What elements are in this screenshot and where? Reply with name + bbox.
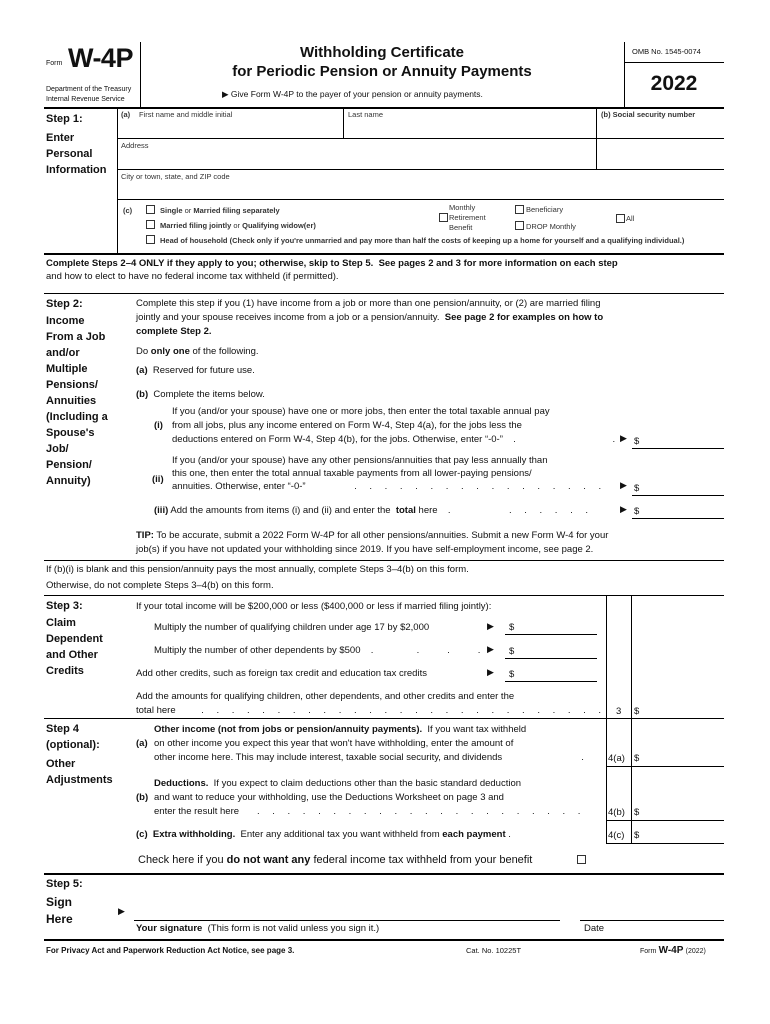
step2-intro-3: complete Step 2. bbox=[136, 326, 212, 337]
step1-a-marker: (a) bbox=[121, 110, 131, 119]
signature-label: Your signature (This form is not valid unless you sign it.) bbox=[136, 923, 380, 934]
step1-side-title: Enter Personal Information bbox=[46, 132, 107, 176]
footer-form-id: Form W-4P (2022) bbox=[640, 945, 706, 956]
ssn-field[interactable]: (b) Social security number bbox=[601, 110, 696, 119]
beneficiary-checkbox[interactable] bbox=[515, 205, 524, 214]
step3-credits: Add other credits, such as foreign tax credit and education tax credits bbox=[136, 668, 427, 679]
last-name-field[interactable]: Last name bbox=[348, 110, 384, 119]
line4b-input[interactable] bbox=[642, 803, 722, 819]
first-name-field[interactable]: First name and middle initial bbox=[139, 110, 233, 119]
line4b-number: 4(b) bbox=[608, 807, 625, 818]
monthly-retirement-checkbox[interactable] bbox=[439, 213, 448, 222]
arrow-icon: ▶ bbox=[487, 644, 494, 654]
retirement-label: Retirement bbox=[449, 213, 486, 222]
step4-b-line2: and want to reduce your withholding, use the Deductions Worksheet on page 3 and bbox=[154, 792, 504, 803]
step4-a-line1: Other income (not from jobs or pension/annuity payments). If you want tax withheld bbox=[154, 724, 527, 735]
form-title-line2: for Periodic Pension or Annuity Payments bbox=[232, 63, 532, 80]
line3-dollar: $ bbox=[634, 706, 640, 717]
step3-side-title: Claim Dependent and Other Credits bbox=[46, 617, 103, 677]
privacy-notice: For Privacy Act and Paperwork Reduction Act Notice, see page 3. bbox=[46, 946, 295, 955]
arrow-icon: ▶ bbox=[620, 433, 627, 443]
step4-a-marker: (a) bbox=[136, 738, 148, 749]
line4a-input[interactable] bbox=[642, 749, 722, 765]
step4-label-optional: (optional): bbox=[46, 739, 100, 751]
step4-b-line1: Deductions. If you expect to claim deductions other than the basic standard deduction bbox=[154, 778, 522, 789]
line4b-dollar: $ bbox=[634, 807, 640, 818]
step2-intro-1: Complete this step if you (1) have income from a job or more than one pension/annuity, or (2) are married filing bbox=[136, 298, 601, 309]
dept-line2: Internal Revenue Service bbox=[46, 96, 125, 103]
step2-ii-input[interactable] bbox=[642, 479, 722, 495]
beneficiary-label: Beneficiary bbox=[526, 205, 564, 214]
step2-intro-2: jointly and your spouse receives income from a job or a pension/annuity. See page 2 for examples on how to bbox=[136, 312, 604, 323]
step4-c: (c) Extra withholding. Enter any additional tax you want withheld from each payment . bbox=[136, 829, 516, 840]
address-field[interactable]: Address bbox=[121, 141, 149, 150]
line4c-dollar: $ bbox=[634, 830, 640, 841]
step3-total-line2: total here . . . . . . . . . . . . . . . . . . . . . . . . . . . bbox=[136, 705, 607, 716]
form-title-line1: Withholding Certificate bbox=[299, 44, 465, 61]
drop-monthly-checkbox[interactable] bbox=[515, 221, 524, 230]
mid-note-line1: If (b)(i) is blank and this pension/annuity pays the most annually, complete Steps 3–4(b) on this form. bbox=[46, 564, 469, 575]
step4-side-title: Other Adjustments bbox=[46, 758, 113, 786]
step2-i-dollar: $ bbox=[634, 436, 640, 447]
line3-number: 3 bbox=[616, 706, 622, 717]
arrow-icon: ▶ bbox=[620, 504, 627, 514]
step2-b: (b) Complete the items below. bbox=[136, 389, 265, 400]
step3-intro: If your total income will be $200,000 or less ($400,000 or less if married filing jointly): bbox=[136, 601, 492, 612]
all-checkbox[interactable] bbox=[616, 214, 625, 223]
tax-year: 2022 bbox=[650, 72, 698, 95]
step2-iii-dollar: $ bbox=[634, 506, 640, 517]
tip-line1: TIP: To be accurate, submit a 2022 Form W-4P for all other pensions/annuities. Submit a new Form W-4 for your bbox=[136, 530, 609, 541]
drop-monthly-label: DROP Monthly bbox=[526, 222, 576, 231]
line3-input[interactable] bbox=[642, 702, 722, 718]
step4-label: Step 4 bbox=[46, 723, 80, 735]
step4-a-line3: other income here. This may include interest, taxable social security, and dividends . bbox=[154, 752, 589, 763]
step3-other: Multiply the number of other dependents by $500 . . . . bbox=[154, 645, 486, 656]
catalog-number: Cat. No. 10225T bbox=[466, 946, 522, 955]
step4-b-line3: enter the result here . . . . . . . . . . . . . . . . . . . . . . bbox=[154, 806, 586, 817]
dept-line1: Department of the Treasury bbox=[46, 86, 132, 93]
step2-side-title: Income From a Job and/or Multiple Pensions/ Annuities (Including a Spouse's Job/ Pension/ Annuity) bbox=[46, 315, 108, 487]
line4a-dollar: $ bbox=[634, 753, 640, 764]
step3-other-dollar: $ bbox=[509, 646, 515, 657]
complete-steps-note: Complete Steps 2–4 ONLY if they apply to you; otherwise, skip to Step 5. See pages 2 and 3 for more information on each step bbox=[46, 258, 618, 269]
step4-b-marker: (b) bbox=[136, 792, 149, 803]
benefit-label: Benefit bbox=[449, 223, 473, 232]
step2-label: Step 2: bbox=[46, 298, 83, 310]
date-label: Date bbox=[584, 923, 605, 934]
step2-i-line3: deductions entered on Form W-4, Step 4(b), for the jobs. Otherwise, enter “-0-” . . bbox=[172, 434, 621, 445]
arrow-icon: ▶ bbox=[118, 906, 125, 916]
step3-children: Multiply the number of qualifying children under age 17 by $2,000 bbox=[154, 622, 430, 633]
step4-a-line2: on other income you expect this year that won't have withholding, enter the amount of bbox=[154, 738, 514, 749]
step2-ii-line2: this one, then enter the total annual taxable payments from all lower-paying pensions/ bbox=[172, 468, 532, 479]
step3-other-input[interactable] bbox=[515, 642, 595, 658]
step2-i-marker: (i) bbox=[154, 420, 163, 431]
omb-number: OMB No. 1545-0074 bbox=[632, 47, 701, 56]
step2-i-input[interactable] bbox=[642, 432, 722, 448]
step2-ii-dollar: $ bbox=[634, 483, 640, 494]
married-joint-checkbox[interactable] bbox=[146, 220, 155, 229]
arrow-icon: ▶ bbox=[620, 480, 627, 490]
triangle-icon: ▶ bbox=[222, 89, 229, 99]
line4c-input[interactable] bbox=[642, 826, 722, 842]
step3-label: Step 3: bbox=[46, 600, 83, 612]
step3-total-line1: Add the amounts for qualifying children, other dependents, and other credits and enter the bbox=[136, 691, 515, 702]
all-label: All bbox=[626, 214, 635, 223]
step3-credits-input[interactable] bbox=[515, 665, 595, 681]
tip-line2: job(s) if you have not updated your withholding since 2019. If you have self-employment income, see page 2. bbox=[136, 544, 594, 555]
mid-note-line2: Otherwise, do not complete Steps 3–4(b) on this form. bbox=[46, 580, 274, 591]
complete-steps-note-2: and how to elect to have no federal income tax withheld (if permitted). bbox=[46, 271, 339, 282]
step5-label: Step 5: bbox=[46, 878, 83, 890]
step3-children-dollar: $ bbox=[509, 622, 515, 633]
hoh-checkbox[interactable] bbox=[146, 235, 155, 244]
single-checkbox[interactable] bbox=[146, 205, 155, 214]
date-field[interactable] bbox=[582, 898, 722, 920]
step2-ii-line1: If you (and/or your spouse) have any other pensions/annuities that pay less annually than bbox=[172, 455, 548, 466]
step3-credits-dollar: $ bbox=[509, 669, 515, 680]
step2-iii: (iii) Add the amounts from items (i) and (ii) and enter the total here . . . . . . . bbox=[154, 505, 593, 516]
line4c-number: 4(c) bbox=[608, 830, 625, 841]
step2-i-line1: If you (and/or your spouse) have one or more jobs, then enter the total taxable annual pay bbox=[172, 406, 550, 417]
no-withholding-checkbox[interactable] bbox=[577, 855, 586, 864]
city-field[interactable]: City or town, state, and ZIP code bbox=[121, 172, 230, 181]
step1-c-marker: (c) bbox=[123, 206, 133, 215]
hoh-label: Head of household (Check only if you're unmarried and pay more than half the costs of keeping up a home for yourself and a qualifying individual.) bbox=[160, 236, 685, 245]
step1-label: Step 1: bbox=[46, 113, 83, 125]
line4a-number: 4(a) bbox=[608, 753, 625, 764]
step2-ii-line3: annuities. Otherwise, enter “-0-” . . . . . . . . . . . . . . . . . bbox=[172, 481, 607, 492]
no-withholding-statement: Check here if you do not want any federal income tax withheld from your benefit bbox=[138, 854, 533, 866]
step5-side-title: Sign Here bbox=[46, 895, 73, 926]
step2-ii-marker: (ii) bbox=[152, 474, 164, 485]
step2-i-line2: from all jobs, plus any income entered on Form W-4, Step 4(a), for the jobs less the bbox=[172, 420, 522, 431]
single-label: Single or Married filing separately bbox=[160, 206, 280, 215]
arrow-icon: ▶ bbox=[487, 667, 494, 677]
step3-children-input[interactable] bbox=[515, 618, 595, 634]
arrow-icon: ▶ bbox=[487, 621, 494, 631]
form-number: W-4P bbox=[68, 43, 133, 73]
step2-a: (a) Reserved for future use. bbox=[136, 365, 255, 376]
step2-iii-input[interactable] bbox=[642, 502, 722, 518]
give-form-instruction: ▶ Give Form W-4P to the payer of your pension or annuity payments. bbox=[222, 89, 483, 99]
monthly-label: Monthly bbox=[449, 203, 476, 212]
married-joint-label: Married filing jointly or Qualifying widow(er) bbox=[160, 221, 316, 230]
do-only-one: Do only one of the following. bbox=[136, 346, 259, 357]
signature-field[interactable] bbox=[136, 898, 560, 920]
form-word: Form bbox=[46, 60, 63, 67]
